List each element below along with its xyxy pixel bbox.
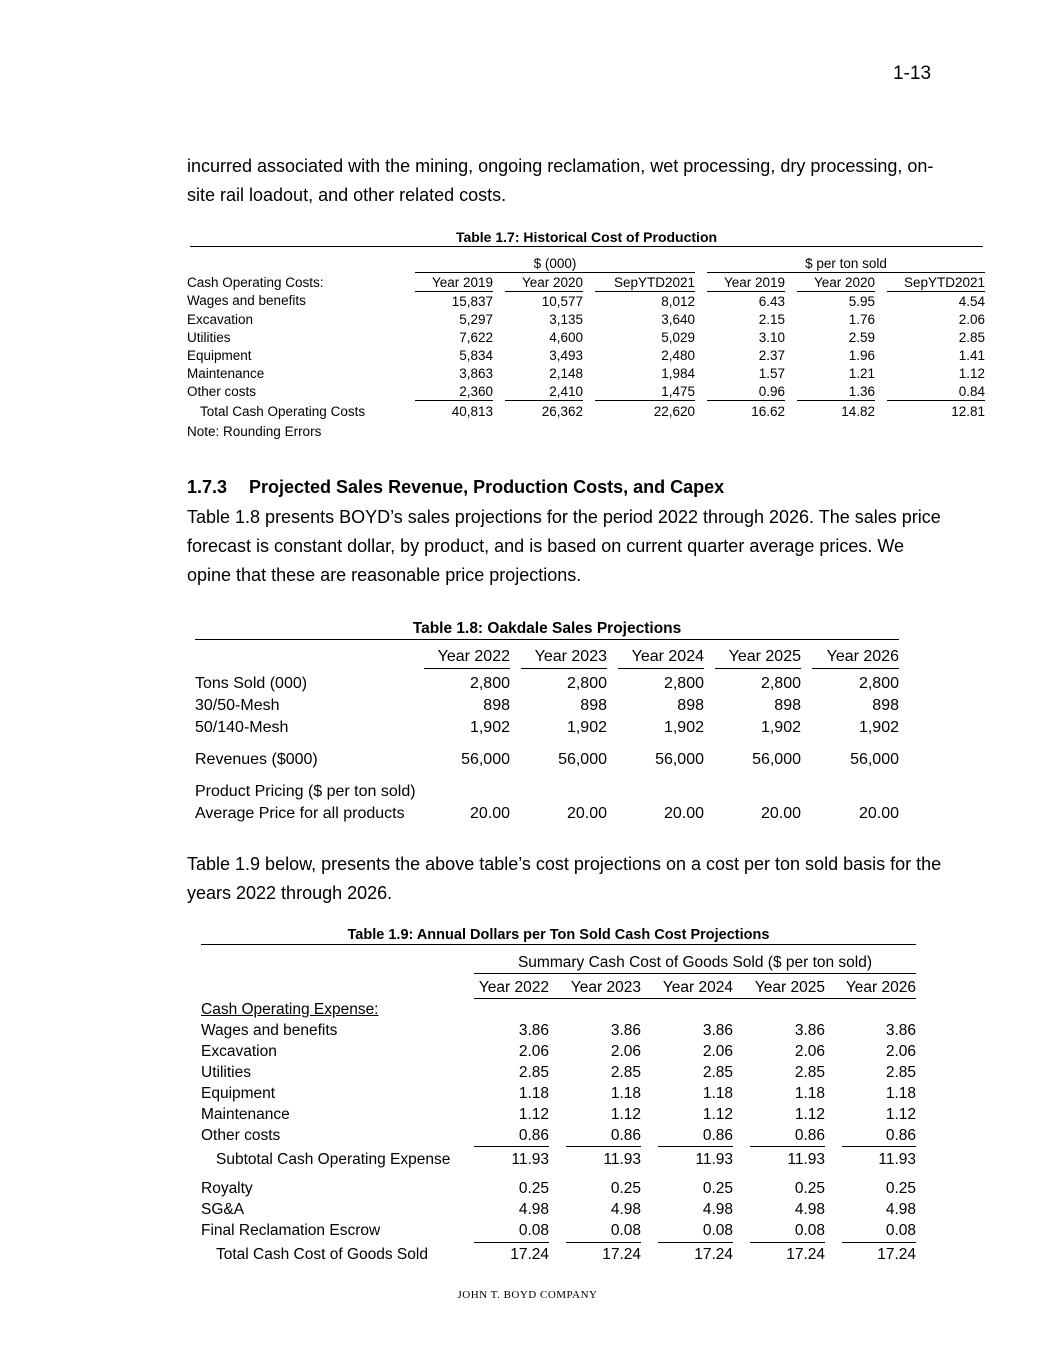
- table-row: [195, 717, 899, 739]
- column-header: Year 2025: [715, 646, 801, 669]
- cell: 1.12: [794, 1105, 825, 1123]
- table-row: [201, 1083, 916, 1104]
- group-header-per-ton: $ per ton sold: [707, 254, 985, 273]
- cell: 1.21: [848, 365, 875, 381]
- cell: 7,622: [459, 329, 493, 345]
- cell: 2.06: [958, 311, 985, 327]
- cell: 4.98: [885, 1201, 916, 1218]
- cell: 2.85: [610, 1063, 641, 1081]
- table-header-row: [195, 646, 899, 669]
- row-label: 50/140-Mesh: [195, 719, 289, 736]
- table-total-row: [187, 401, 985, 423]
- cell: 0.86: [474, 1125, 549, 1147]
- table-note-row: [187, 423, 985, 441]
- cell: 0.08: [566, 1221, 641, 1243]
- group-header-dollars: $ (000): [415, 254, 695, 273]
- row-label: Average Price for all products: [195, 805, 405, 822]
- cell: 56,000: [461, 751, 510, 768]
- cell: 1,902: [760, 719, 801, 736]
- column-header: Year 2026: [842, 977, 916, 999]
- cell: 5,029: [661, 329, 695, 345]
- table-row: [195, 673, 899, 695]
- cell: 2.59: [848, 329, 875, 345]
- cell: 898: [677, 697, 704, 714]
- cell: 20.00: [469, 805, 510, 822]
- table-row: [187, 346, 985, 364]
- cell: 2,800: [663, 675, 704, 692]
- cell: 2.85: [794, 1063, 825, 1081]
- pricing-header: Product Pricing ($ per ton sold): [195, 783, 416, 800]
- cell: 0.08: [750, 1221, 825, 1243]
- cell: 11.93: [603, 1150, 641, 1168]
- cell: 898: [872, 697, 899, 714]
- column-header: Year 2024: [658, 977, 733, 999]
- cell: 3,135: [549, 311, 583, 327]
- cell: 1.12: [610, 1105, 641, 1123]
- table-group-header-row: [201, 952, 916, 974]
- cell: 56,000: [850, 751, 899, 768]
- cell: 2,410: [505, 382, 583, 401]
- cell: 15,837: [451, 293, 493, 309]
- cell: 1.76: [848, 311, 875, 327]
- cell: 2,800: [469, 675, 510, 692]
- cell: 0.25: [610, 1180, 641, 1197]
- table-row: [201, 1104, 916, 1125]
- cell: 3.10: [758, 329, 785, 345]
- cell: 2.06: [610, 1042, 641, 1060]
- cell: 3.86: [702, 1021, 733, 1039]
- cell: 898: [774, 697, 801, 714]
- table-row: [201, 1041, 916, 1062]
- cell: 1.41: [958, 347, 985, 363]
- cell: 11.93: [695, 1150, 733, 1168]
- cell: 1.18: [794, 1084, 825, 1102]
- cell: 17.24: [510, 1246, 549, 1264]
- row-label: Subtotal Cash Operating Expense: [216, 1150, 451, 1168]
- page-number: 1-13: [893, 63, 932, 84]
- cell: 6.43: [758, 293, 785, 309]
- cell: 5,834: [459, 347, 493, 363]
- cell: 11.93: [787, 1150, 825, 1168]
- cell: 2,480: [661, 347, 695, 363]
- cell: 4.98: [794, 1201, 825, 1218]
- cell: 3,640: [661, 311, 695, 327]
- section-label-row: [201, 999, 916, 1021]
- table-row: [187, 328, 985, 346]
- row-label: Utilities: [187, 329, 231, 345]
- row-label: Wages and benefits: [187, 293, 306, 309]
- cell: 0.25: [885, 1180, 916, 1197]
- row-label: Revenues ($000): [195, 751, 318, 768]
- cell: 2,800: [566, 675, 607, 692]
- column-header: Year 2020: [797, 273, 875, 292]
- row-label: SG&A: [201, 1201, 245, 1218]
- cell: 2.15: [758, 311, 785, 327]
- intro-paragraph: incurred associated with the mining, ongoing reclamation, wet processing, dry processing, on-site rail loadout, and other related costs.: [187, 156, 934, 205]
- column-header: Year 2019: [707, 273, 785, 292]
- table-row: [201, 1125, 916, 1147]
- cell: 2.85: [958, 329, 985, 345]
- cell: 4.98: [702, 1201, 733, 1218]
- cell: 11.93: [511, 1150, 549, 1168]
- cell: 2.06: [794, 1042, 825, 1060]
- cell: 1.12: [518, 1105, 549, 1123]
- section-title: Projected Sales Revenue, Production Costs, and Capex: [249, 477, 725, 497]
- cell: 5.95: [848, 293, 875, 309]
- table-row: [201, 1179, 916, 1200]
- cell: 56,000: [752, 751, 801, 768]
- cell: 40,813: [451, 404, 493, 420]
- row-label: Other costs: [187, 383, 257, 399]
- paragraph-3: Table 1.9 below, presents the above table’s cost projections on a cost per ton sold basis for the years 2022 through 2026.: [187, 854, 942, 903]
- cell: 20.00: [760, 805, 801, 822]
- table-row: [201, 1062, 916, 1083]
- row-label: Excavation: [201, 1042, 277, 1060]
- cell: 898: [483, 697, 510, 714]
- cell: 17.24: [694, 1246, 733, 1264]
- cell: 2.06: [702, 1042, 733, 1060]
- table-total-row: [201, 1242, 916, 1268]
- cell: 3.86: [518, 1021, 549, 1039]
- table-note: Note: Rounding Errors: [187, 424, 322, 439]
- cell: 1.12: [885, 1105, 916, 1123]
- table-1-7-title: Table 1.7: Historical Cost of Production: [190, 229, 983, 247]
- cell: 4,600: [549, 329, 583, 345]
- cell: 3.86: [794, 1021, 825, 1039]
- cell: 0.84: [887, 382, 985, 401]
- table-row: [187, 382, 985, 401]
- cell: 1,902: [566, 719, 607, 736]
- table-1-8-title: Table 1.8: Oakdale Sales Projections: [195, 620, 899, 640]
- cell: 14.82: [841, 404, 875, 420]
- cell: 8,012: [661, 293, 695, 309]
- revenues-row: [195, 749, 899, 771]
- row-label: Wages and benefits: [201, 1021, 338, 1039]
- cell: 2.85: [702, 1063, 733, 1081]
- cell: 3.86: [885, 1021, 916, 1039]
- row-label: Final Reclamation Escrow: [201, 1222, 381, 1240]
- row-label: Equipment: [187, 347, 252, 363]
- cell: 0.08: [474, 1221, 549, 1243]
- cell: 17.24: [877, 1246, 916, 1264]
- cell: 0.25: [794, 1180, 825, 1197]
- cell: 0.96: [707, 382, 785, 401]
- cell: 17.24: [602, 1246, 641, 1264]
- cell: 2.37: [758, 347, 785, 363]
- column-header: Year 2020: [505, 273, 583, 292]
- cell: 2,360: [415, 382, 493, 401]
- row-label: 30/50-Mesh: [195, 697, 280, 714]
- section-heading: [187, 477, 724, 498]
- cell: 1.36: [797, 382, 875, 401]
- row-label: Utilities: [201, 1063, 251, 1081]
- cell: 20.00: [663, 805, 704, 822]
- cell: 2.06: [885, 1042, 916, 1060]
- cell: 1.12: [958, 365, 985, 381]
- table-1-8: [195, 646, 899, 825]
- cell: 2.85: [518, 1063, 549, 1081]
- cell: 56,000: [655, 751, 704, 768]
- row-label: Excavation: [187, 311, 254, 327]
- cell: 20.00: [566, 805, 607, 822]
- cell: 1.18: [702, 1084, 733, 1102]
- table-1-9: [201, 952, 916, 1268]
- cell: 10,577: [541, 293, 583, 309]
- cell: 17.24: [786, 1246, 825, 1264]
- row-label: Royalty: [201, 1180, 253, 1197]
- cell: 2.06: [518, 1042, 549, 1060]
- table-row: [201, 1020, 916, 1041]
- table-row: [187, 364, 985, 382]
- row-label: Maintenance: [201, 1105, 290, 1123]
- column-header: Year 2023: [521, 646, 607, 669]
- cell: 20.00: [858, 805, 899, 822]
- cell: 0.08: [842, 1221, 916, 1243]
- cell: 4.54: [958, 293, 985, 309]
- cell: 56,000: [558, 751, 607, 768]
- section-number: 1.7.3: [187, 477, 228, 497]
- cell: 898: [580, 697, 607, 714]
- table-row: [201, 1221, 916, 1243]
- section-label: Cash Operating Expense:: [201, 1000, 379, 1018]
- cell: 0.86: [566, 1125, 641, 1147]
- column-header: Year 2022: [474, 977, 549, 999]
- footer-company: JOHN T. BOYD COMPANY: [457, 1289, 598, 1301]
- cell: 4.98: [610, 1201, 641, 1218]
- pricing-row: [195, 803, 899, 825]
- row-label: Other costs: [201, 1126, 281, 1144]
- cell: 2,148: [549, 365, 583, 381]
- table-row: [187, 310, 985, 328]
- row-label: Total Cash Cost of Goods Sold: [216, 1246, 428, 1263]
- cell: 0.86: [658, 1125, 733, 1147]
- column-header: Year 2026: [812, 646, 899, 669]
- paragraph-2: Table 1.8 presents BOYD’s sales projections for the period 2022 through 2026. The sales price forecast is constant dollar, by product, and is based on current quarter average prices. We opine that these are reasonable price projections.: [187, 507, 941, 585]
- cell: 2,800: [760, 675, 801, 692]
- cell: 2.85: [885, 1063, 916, 1081]
- column-header: Year 2024: [618, 646, 704, 669]
- cell: 4.98: [518, 1201, 549, 1218]
- column-header: Year 2023: [566, 977, 641, 999]
- row-label: Tons Sold (000): [195, 675, 308, 692]
- table-row: [195, 695, 899, 717]
- table-row: [201, 1200, 916, 1221]
- table-header-row: [201, 977, 916, 999]
- row-label-header: Cash Operating Costs:: [187, 274, 324, 290]
- column-header: SepYTD2021: [887, 273, 985, 292]
- column-header: Year 2022: [424, 646, 510, 669]
- cell: 26,362: [541, 404, 583, 420]
- cell: 1,902: [858, 719, 899, 736]
- column-header: SepYTD2021: [595, 273, 695, 292]
- cell: 1.57: [758, 365, 785, 381]
- group-header: Summary Cash Cost of Goods Sold ($ per ton sold): [474, 952, 916, 974]
- pricing-header-row: [195, 781, 899, 803]
- column-header: Year 2019: [415, 273, 493, 292]
- cell: 5,297: [459, 311, 493, 327]
- row-label: Maintenance: [187, 365, 265, 381]
- cell: 22,620: [653, 404, 695, 420]
- cell: 3.86: [610, 1021, 641, 1039]
- cell: 11.93: [878, 1150, 916, 1168]
- cell: 2,800: [858, 675, 899, 692]
- cell: 1,475: [595, 382, 695, 401]
- row-label: Total Cash Operating Costs: [200, 404, 366, 419]
- subtotal-row: [201, 1147, 916, 1173]
- cell: 16.62: [751, 404, 785, 420]
- cell: 3,493: [549, 347, 583, 363]
- cell: 1.18: [610, 1084, 641, 1102]
- column-header: Year 2025: [750, 977, 825, 999]
- cell: 0.08: [658, 1221, 733, 1243]
- cell: 0.86: [842, 1125, 916, 1147]
- cell: 1.18: [518, 1084, 549, 1102]
- table-row: [187, 292, 985, 311]
- cell: 12.81: [951, 404, 985, 420]
- row-label: Equipment: [201, 1084, 276, 1102]
- cell: 0.86: [750, 1125, 825, 1147]
- cell: 1,984: [661, 365, 695, 381]
- cell: 1.12: [702, 1105, 733, 1123]
- cell: 0.25: [702, 1180, 733, 1197]
- cell: 1.96: [848, 347, 875, 363]
- table-group-header-row: [187, 254, 985, 273]
- cell: 0.25: [518, 1180, 549, 1197]
- table-1-9-title: Table 1.9: Annual Dollars per Ton Sold Cash Cost Projections: [201, 927, 916, 945]
- cell: 1,902: [469, 719, 510, 736]
- cell: 1.18: [885, 1084, 916, 1102]
- cell: 3,863: [459, 365, 493, 381]
- cell: 1,902: [663, 719, 704, 736]
- table-header-row: [187, 273, 985, 292]
- table-1-7: [187, 254, 985, 441]
